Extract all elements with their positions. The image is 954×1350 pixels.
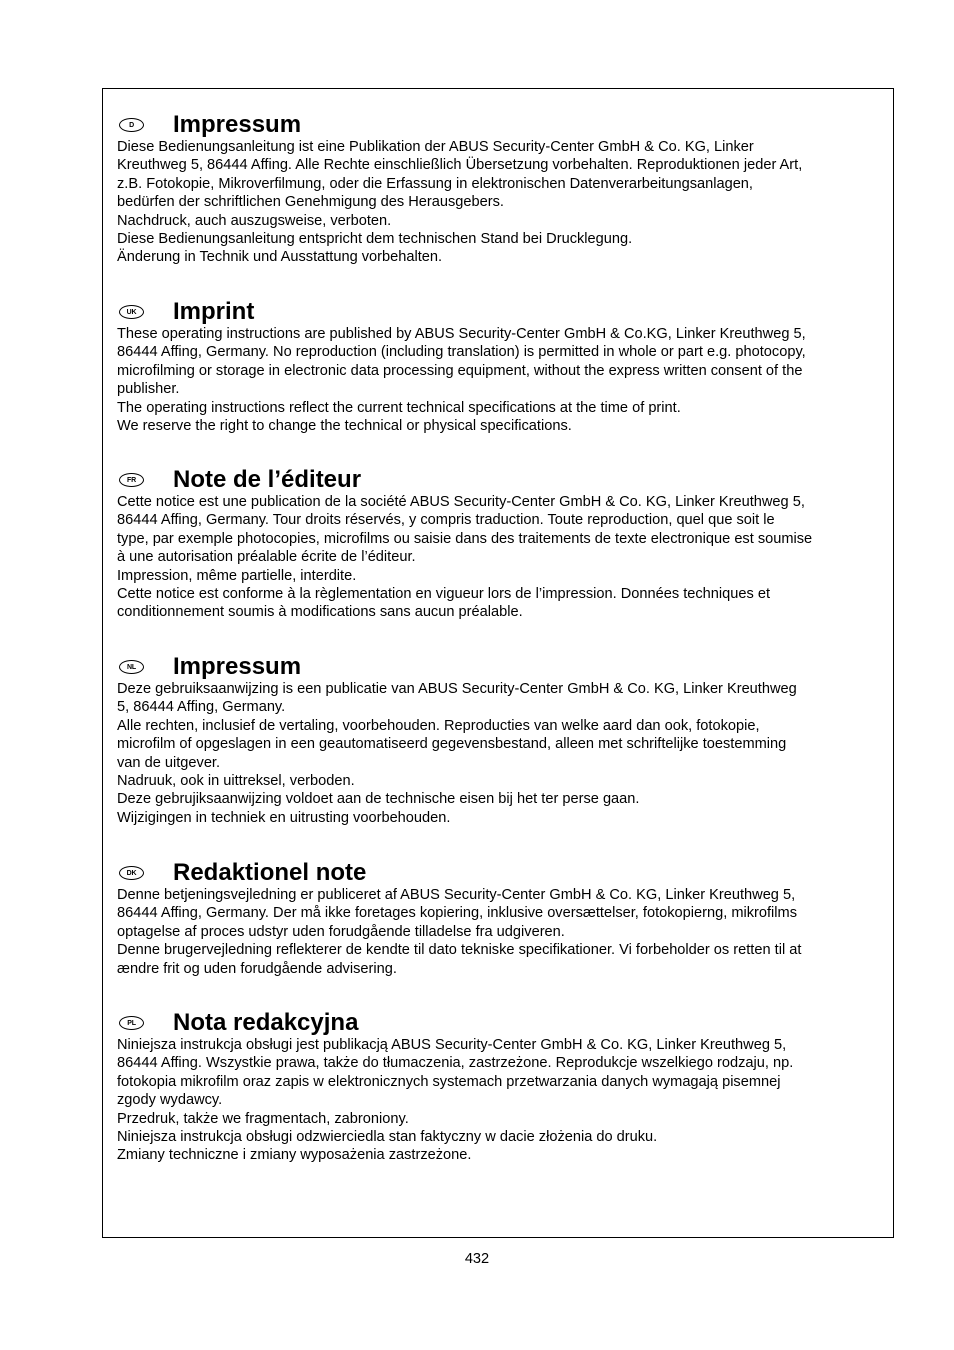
section-body xyxy=(117,680,883,827)
body-line: type, par exemple photocopies, microfilms ou saisie dans des traitements de texte electronique est soumise xyxy=(117,530,813,547)
body-line: We reserve the right to change the technical or physical specifications. xyxy=(117,418,572,435)
section-body xyxy=(117,493,883,622)
language-badge-icon: FR xyxy=(119,473,144,487)
body-line: 86444 Affing. Wszystkie prawa, także do tłumaczenia, zastrzeżone. Reprodukcje wszelkiego rodzaju, np. xyxy=(117,1055,794,1072)
body-line: optagelse af proces udstyr uden forudgående tilladelse fra udgiveren. xyxy=(117,923,565,940)
body-line: Nadruuk, ook in uittreksel, verboden. xyxy=(117,773,355,790)
language-badge-icon: UK xyxy=(119,305,144,319)
body-line: The operating instructions reflect the current technical specifications at the time of print. xyxy=(117,399,681,416)
body-line: Nachdruck, auch auszugsweise, verboten. xyxy=(117,212,392,229)
section-title: Note de l’éditeur xyxy=(173,466,362,493)
section-body xyxy=(117,886,883,978)
body-line: Wijzigingen in techniek en uitrusting voorbehouden. xyxy=(117,809,451,826)
body-line: z.B. Fotokopie, Mikroverfilmung, oder die Erfassung in elektronischen Datenverarbeitungsanlagen, xyxy=(117,175,753,192)
body-line: 86444 Affing, Germany. Der må ikke foretages kopiering, inklusive oversættelser, fotokopierng, mikrofilms xyxy=(117,905,797,922)
section-dk xyxy=(117,858,883,978)
body-line: Zmiany techniczne i zmiany wyposażenia zastrzeżone. xyxy=(117,1147,472,1164)
body-line: Deze gebruiksaanwijzing is een publicatie van ABUS Security-Center GmbH & Co. KG, Linker Kreuthweg xyxy=(117,681,797,697)
body-line: van de uitgever. xyxy=(117,754,221,771)
body-line: Denne brugervejledning reflekterer de kendte til dato tekniske specifikationer. Vi forbeholder os retten til at xyxy=(117,942,802,959)
section-heading xyxy=(117,110,883,140)
body-line: conditionnement soumis à modifications sans aucun préalable. xyxy=(117,604,523,621)
language-badge-icon: DK xyxy=(119,866,144,880)
content-frame xyxy=(102,88,894,1238)
body-line: Impression, même partielle, interdite. xyxy=(117,567,357,584)
section-body xyxy=(117,1036,883,1165)
body-line: Alle rechten, inclusief de vertaling, voorbehouden. Reproducties van welke aard dan ook, fotokopie, xyxy=(117,717,760,734)
body-line: à une autorisation préalable écrite de l’éditeur. xyxy=(117,549,416,566)
body-line: Cette notice est conforme à la règlementation en vigueur lors de l’impression. Données techniques et xyxy=(117,586,771,603)
body-line: Niniejsza instrukcja obsługi jest publikacją ABUS Security-Center GmbH & Co. KG, Linker Kreuthweg 5, xyxy=(117,1037,787,1053)
language-badge-icon: D xyxy=(119,118,144,132)
body-line: Deze gebrujiksaanwijzing voldoet aan de technische eisen bij het ter perse gaan. xyxy=(117,791,640,808)
language-badge-icon: NL xyxy=(119,660,144,674)
section-title: Impressum xyxy=(173,653,302,680)
section-heading xyxy=(117,297,883,327)
body-line: 86444 Affing, Germany. Tour droits réservés, y compris traduction. Toute reproduction, quel que soit le xyxy=(117,512,775,529)
section-body xyxy=(117,325,883,435)
body-line: zgody wydawcy. xyxy=(117,1092,223,1109)
body-line: Diese Bedienungsanleitung ist eine Publikation der ABUS Security-Center GmbH & Co. KG, Linker xyxy=(117,139,754,155)
section-de xyxy=(117,110,883,267)
section-title: Redaktionel note xyxy=(173,859,367,886)
body-line: microfilming or storage in electronic data processing equipment, without the express written consent of the xyxy=(117,362,803,379)
body-line: ændre frit og uden forudgående advisering. xyxy=(117,960,397,977)
section-heading xyxy=(117,652,883,682)
body-line: 86444 Affing, Germany. No reproduction (including translation) is permitted in whole or part e.g. photocopy, xyxy=(117,344,806,361)
language-badge-icon: PL xyxy=(119,1016,144,1030)
section-title: Impressum xyxy=(173,111,302,138)
section-heading xyxy=(117,1008,883,1038)
body-line: microfilm of opgeslagen in een geautomatiseerd gegevensbestand, alleen met schriftelijke toestemming xyxy=(117,736,787,753)
section-body xyxy=(117,138,883,267)
body-line: Diese Bedienungsanleitung entspricht dem technischen Stand bei Drucklegung. xyxy=(117,231,633,248)
body-line: fotokopia mikrofilm oraz zapis w elektronicznych systemach przetwarzania danych wymagają pisemnej xyxy=(117,1073,781,1090)
body-line: publisher. xyxy=(117,381,180,398)
section-pl xyxy=(117,1008,883,1165)
body-line: Przedruk, także we fragmentach, zabroniony. xyxy=(117,1110,409,1127)
body-line: Änderung in Technik und Ausstattung vorbehalten. xyxy=(117,249,443,266)
section-title: Imprint xyxy=(173,298,255,325)
body-line: Kreuthweg 5, 86444 Affing. Alle Rechte einschließlich Übersetzung vorbehalten. Reproduktionen jeder Art, xyxy=(117,157,803,174)
section-heading xyxy=(117,465,883,495)
page-number: 432 xyxy=(464,1251,490,1267)
body-line: These operating instructions are published by ABUS Security-Center GmbH & Co.KG, Linker Kreuthweg 5, xyxy=(117,326,806,342)
body-line: Cette notice est une publication de la société ABUS Security-Center GmbH & Co. KG, Linker Kreuthweg 5, xyxy=(117,494,805,510)
body-line: bedürfen der schriftlichen Genehmigung des Herausgebers. xyxy=(117,194,504,211)
section-heading xyxy=(117,858,883,888)
section-title: Nota redakcyjna xyxy=(173,1009,359,1036)
body-line: 5, 86444 Affing, Germany. xyxy=(117,699,286,716)
section-uk xyxy=(117,297,883,435)
body-line: Denne betjeningsvejledning er publiceret af ABUS Security-Center GmbH & Co. KG, Linker Kreuthweg 5, xyxy=(117,887,796,903)
body-line: Niniejsza instrukcja obsługi odzwierciedla stan faktyczny w dacie złożenia do druku. xyxy=(117,1129,658,1146)
section-fr xyxy=(117,465,883,622)
section-nl xyxy=(117,652,883,827)
